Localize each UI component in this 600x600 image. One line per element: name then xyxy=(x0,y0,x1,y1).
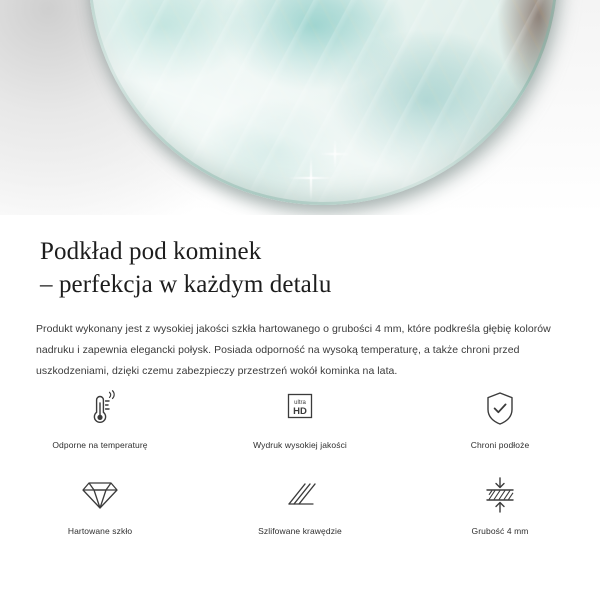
feature-grid xyxy=(0,386,600,558)
shield-check-icon xyxy=(482,386,518,432)
feature-label: Hartowane szkło xyxy=(67,526,133,536)
svg-text:HD: HD xyxy=(293,406,307,417)
hero-section xyxy=(0,0,600,215)
feature-label: Szlifowane krawędzie xyxy=(258,526,342,536)
feature-item-print-quality xyxy=(200,386,400,472)
ultra-hd-icon xyxy=(280,386,320,432)
feature-label: Wydruk wysokiej jakości xyxy=(253,440,347,450)
thermometer-icon xyxy=(83,386,117,432)
polished-edges-icon xyxy=(280,472,320,518)
feature-label: Chroni podłoże xyxy=(470,440,530,450)
board-rim xyxy=(88,0,558,205)
feature-item-surface-protection xyxy=(400,386,600,472)
feature-item-tempered-glass xyxy=(0,472,200,558)
glass-board xyxy=(88,0,558,205)
page-title xyxy=(0,215,600,301)
feature-label: Grubość 4 mm xyxy=(471,526,529,536)
headline-line-2: – perfekcja w każdym detalu xyxy=(40,271,332,298)
feature-item-thickness xyxy=(400,472,600,558)
content-section xyxy=(0,215,600,382)
feature-item-temperature xyxy=(0,386,200,472)
feature-item-polished-edges xyxy=(200,472,400,558)
svg-text:ultra: ultra xyxy=(294,400,306,407)
product-description-text: Produkt wykonany jest z wysokiej jakości szkła hartowanego o grubości 4 mm, które podkreśla głębię kolorów nadruku i zapewnia elegancki połysk. Posiada odporność na wysoką temperaturę, a także chroni przed uszkodzeniami, dzięki czemu zabezpieczy przestrzeń wokół kominka na lata. xyxy=(36,323,551,377)
feature-label: Odporne na temperaturę xyxy=(52,440,148,450)
headline-line-1: Podkład pod kominek xyxy=(40,238,262,265)
diamond-icon xyxy=(80,472,120,518)
product-image xyxy=(88,0,558,205)
thickness-arrows-icon xyxy=(480,472,520,518)
